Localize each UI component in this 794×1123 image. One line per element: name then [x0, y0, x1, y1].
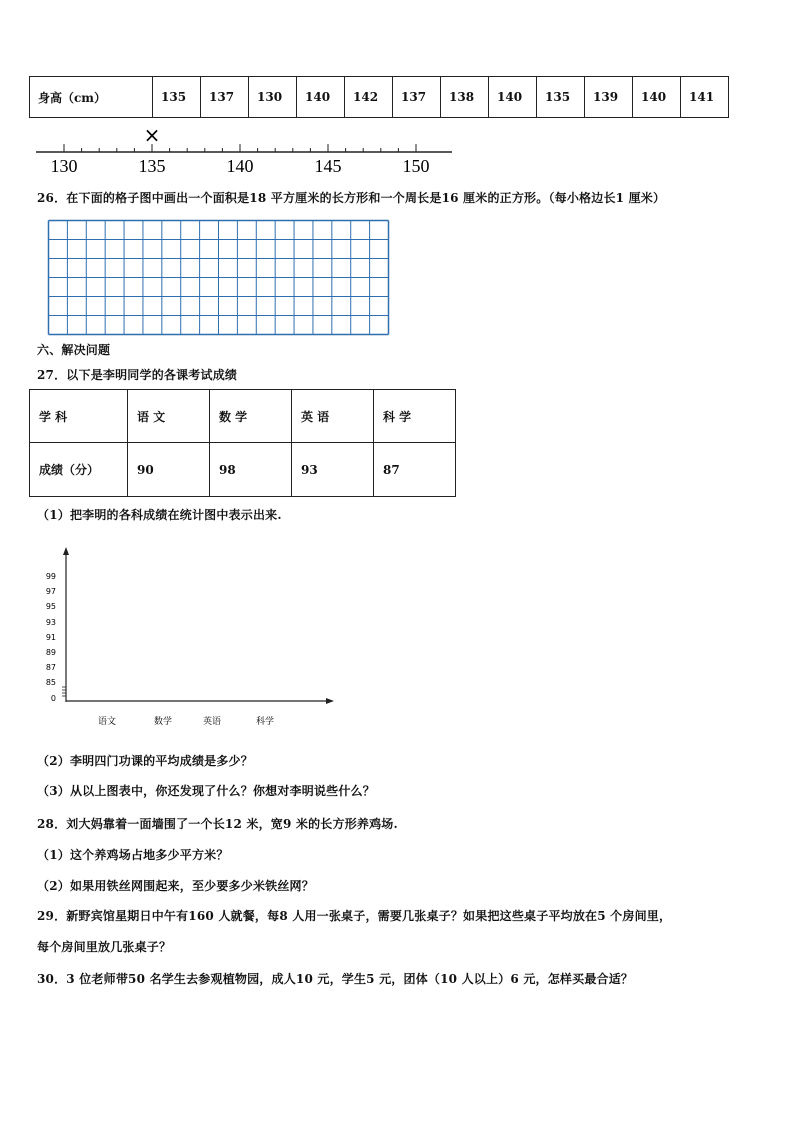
height-cell: 137	[201, 77, 249, 118]
subject-cell: 英 语	[292, 390, 374, 443]
height-cell: 140	[489, 77, 537, 118]
question-28-part-1: （1）这个养鸡场占地多少平方米？	[37, 848, 229, 862]
question-27: 27．以下是李明同学的各课考试成绩	[37, 368, 238, 382]
subject-cell: 数 学	[210, 390, 292, 443]
question-29: 29．新野宾馆星期日中午有160 人就餐，每8 人用一张桌子，需要几张桌子？如果把这些桌子平均放在5 个房间里，	[37, 909, 672, 923]
height-cell: 138	[441, 77, 489, 118]
y-tick-label: 89	[45, 648, 56, 657]
height-cell: 135	[537, 77, 585, 118]
height-header-cell: 身高（cm）	[30, 77, 153, 118]
x-category-label: 英语	[202, 717, 222, 727]
subject-cell: 语 文	[128, 390, 210, 443]
subject-cell: 科 学	[374, 390, 456, 443]
chart-x-axis	[66, 698, 334, 704]
score-cell: 93	[292, 443, 374, 497]
height-cell: 142	[345, 77, 393, 118]
y-tick-label: 97	[45, 587, 56, 596]
x-category-label: 语文	[97, 717, 117, 727]
number-line-tick-label: 150	[402, 156, 430, 176]
number-line-tick-label: 140	[226, 156, 254, 176]
score-cell: 90	[128, 443, 210, 497]
number-line-ticks	[64, 144, 416, 152]
scores-table	[29, 389, 456, 497]
chart-y-axis	[62, 547, 69, 702]
height-cell: 141	[681, 77, 729, 118]
square-grid[interactable]	[47, 219, 391, 337]
y-tick-label: 93	[45, 618, 56, 627]
question-29-line-2: 每个房间里放几张桌子？	[37, 940, 172, 954]
score-cell: 98	[210, 443, 292, 497]
x-category-label: 数学	[153, 717, 173, 727]
height-table	[29, 76, 729, 118]
height-cell: 135	[153, 77, 201, 118]
score-chart[interactable]	[30, 544, 350, 730]
number-line	[30, 122, 460, 178]
y-tick-label: 95	[45, 602, 56, 611]
height-cell: 139	[585, 77, 633, 118]
y-tick-label: 87	[45, 663, 56, 672]
height-cell: 130	[249, 77, 297, 118]
y-axis-arrow	[63, 547, 69, 555]
question-30: 30．3 位老师带50 名学生去参观植物园，成人10 元，学生5 元，团体（10 人以上）6 元，怎样买最合适？	[37, 972, 634, 986]
section-title: 六、解决问题	[37, 343, 111, 357]
chart-categories	[98, 715, 274, 727]
question-27-part-2: （2）李明四门功课的平均成绩是多少？	[37, 754, 253, 768]
y-tick-label: 0	[50, 694, 56, 703]
x-category-label: 科学	[255, 717, 275, 727]
height-cell: 140	[633, 77, 681, 118]
y-tick-label: 91	[45, 633, 56, 642]
x-axis-arrow	[326, 698, 334, 704]
table-row	[30, 77, 729, 118]
number-line-tick-label: 130	[50, 156, 78, 176]
question-26: 26．在下面的格子图中画出一个面积是18 平方厘米的长方形和一个周长是16 厘米的正方形。（每小格边长1 厘米）	[37, 191, 666, 205]
question-28: 28．刘大妈靠着一面墙围了一个长12 米，宽9 米的长方形养鸡场.	[37, 817, 398, 831]
y-tick-label: 85	[45, 678, 56, 687]
number-line-tick-label: 145	[314, 156, 342, 176]
height-cell: 137	[393, 77, 441, 118]
chart-y-ticks	[46, 572, 56, 703]
question-27-part-3: （3）从以上图表中，你还发现了什么？你想对李明说些什么？	[37, 784, 375, 798]
height-cell: 140	[297, 77, 345, 118]
y-tick-label: 99	[45, 572, 56, 581]
number-line-mark: ×	[143, 123, 161, 147]
number-line-tick-label: 135	[138, 156, 166, 176]
table-row	[30, 443, 456, 497]
question-27-part-1: （1）把李明的各科成绩在统计图中表示出来.	[37, 508, 282, 522]
table-row	[30, 390, 456, 443]
subject-header: 学 科	[30, 390, 128, 443]
score-header: 成绩（分）	[30, 443, 128, 497]
score-cell: 87	[374, 443, 456, 497]
question-28-part-2: （2）如果用铁丝网围起来，至少要多少米铁丝网？	[37, 879, 314, 893]
